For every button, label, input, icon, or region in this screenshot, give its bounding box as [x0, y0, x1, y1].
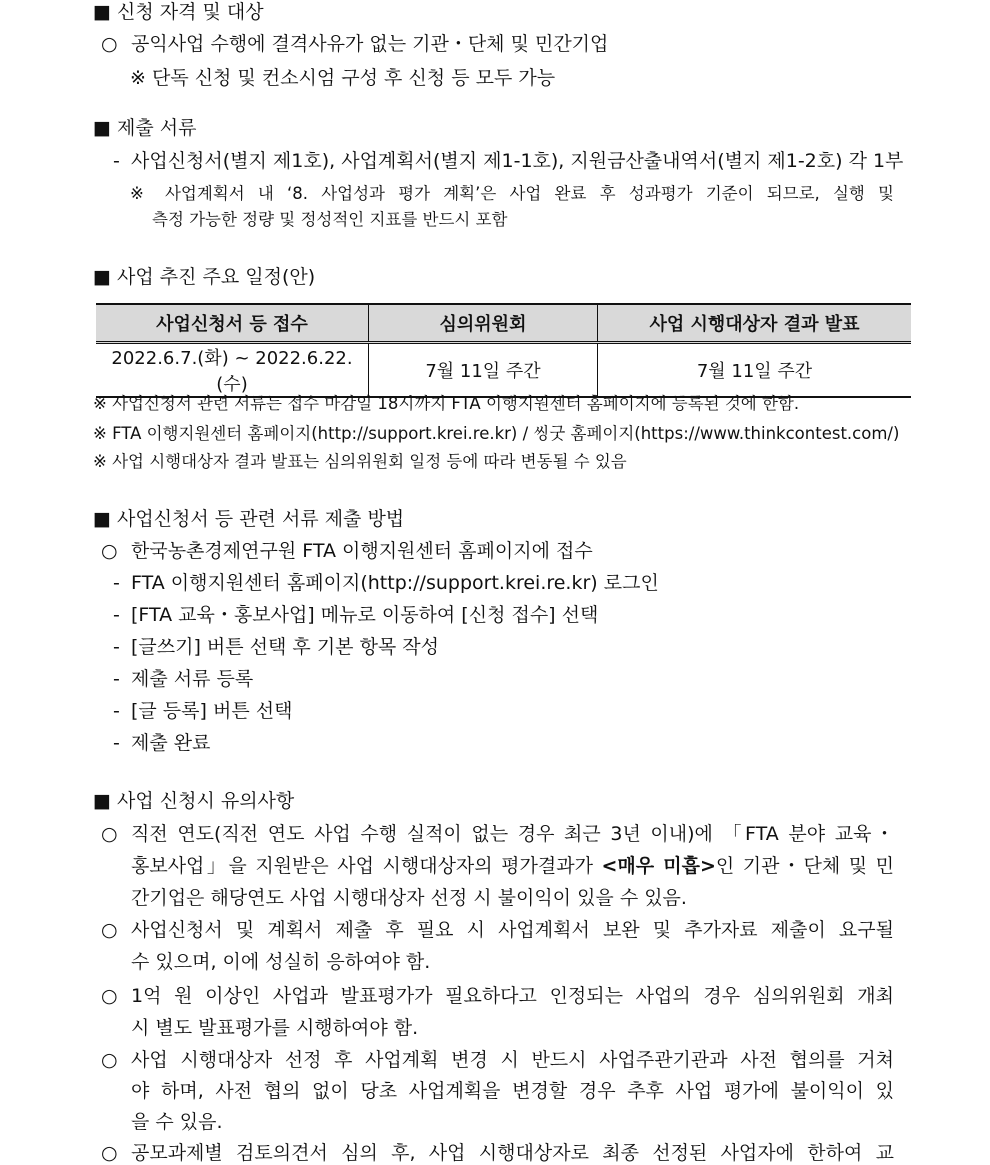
- submission-step: [113, 571, 659, 595]
- dash-bullet: -: [113, 636, 120, 658]
- caution-3-line-2: 시 별도 발표평가를 시행하여야 함.: [131, 1017, 419, 1039]
- submission-step: [113, 635, 439, 659]
- caution-1-text: 홍보사업」을 지원받은 사업 시행대상자의 평가결과가: [131, 855, 602, 877]
- eligibility-item-text: 공익사업 수행에 결격사유가 없는 기관・단체 및 민간기업: [131, 33, 609, 55]
- dash-bullet: -: [113, 668, 120, 690]
- submission-step: [113, 603, 598, 627]
- submission-step-text: FTA 이행지원센터 홈페이지(http://support.krei.re.kr) 로그인: [131, 572, 659, 594]
- caution-bullet: ○: [101, 823, 118, 845]
- caution-4-line-1: 사업 시행대상자 선정 후 사업계획 변경 시 반드시 사업주관기관과 사전 협의를 거쳐: [131, 1049, 894, 1071]
- submission-step: [113, 731, 210, 755]
- dash-bullet: -: [113, 572, 120, 594]
- caution-1-line-2: [131, 854, 894, 878]
- eligibility-item: [101, 32, 608, 56]
- submission-item: [101, 539, 593, 563]
- caution-bullet: ○: [101, 985, 118, 1007]
- section-title-documents: ■ 제출 서류: [93, 117, 197, 139]
- section-title-cautions: ■ 사업 신청시 유의사항: [93, 790, 295, 812]
- dash-bullet: -: [113, 604, 120, 626]
- caution-1-line-1: 직전 연도(직전 연도 사업 수행 실적이 없는 경우 최근 3년 이내)에 「FTA 분야 교육・: [131, 823, 894, 845]
- caution-2-line-2: 수 있으며, 이에 성실히 응하여야 함.: [131, 951, 431, 973]
- schedule-cell: 7월 11일 주간: [598, 343, 912, 398]
- note-mark: ※: [130, 184, 152, 203]
- documents-note-line-1: [130, 182, 894, 206]
- caution-4-line-2: 야 하며, 사전 협의 없이 당초 사업계획을 변경할 경우 추후 사업 평가에 불이익이 있: [131, 1080, 894, 1102]
- dash-bullet: -: [113, 150, 120, 172]
- section-title-eligibility: ■ 신청 자격 및 대상: [93, 1, 264, 23]
- submission-step-text: 제출 서류 등록: [131, 668, 254, 690]
- schedule-row: [96, 343, 911, 398]
- schedule-note: ※ FTA 이행지원센터 홈페이지(http://support.krei.re.kr) / 씽굿 홈페이지(https://www.thinkcontest.com/): [93, 424, 900, 443]
- documents-item: [113, 149, 903, 173]
- submission-step-text: [글 등록] 버튼 선택: [131, 700, 293, 722]
- submission-step-text: [글쓰기] 버튼 선택 후 기본 항목 작성: [131, 636, 440, 658]
- caution-1-emphasis: <매우 미흡>: [601, 855, 716, 877]
- schedule-table: [96, 303, 911, 398]
- eligibility-note: ※ 단독 신청 및 컨소시엄 구성 후 신청 등 모두 가능: [130, 67, 556, 89]
- section-title-schedule: ■ 사업 추진 주요 일정(안): [93, 266, 316, 288]
- dash-bullet: -: [113, 732, 120, 754]
- submission-step-text: [FTA 교육・홍보사업] 메뉴로 이동하여 [신청 접수] 선택: [131, 604, 599, 626]
- caution-4-line-3: 을 수 있음.: [131, 1111, 223, 1133]
- schedule-cell: 2022.6.7.(화) ~ 2022.6.22.(수): [96, 343, 369, 398]
- submission-item-text: 한국농촌경제연구원 FTA 이행지원센터 홈페이지에 접수: [131, 540, 593, 562]
- schedule-header-row: [96, 304, 911, 343]
- submission-step: [113, 667, 253, 691]
- documents-note-line-2: 측정 가능한 정량 및 정성적인 지표를 반드시 포함: [152, 210, 508, 229]
- schedule-header-cell: 사업신청서 등 접수: [96, 304, 369, 343]
- caution-bullet: ○: [101, 1142, 118, 1164]
- documents-note-text-1: 사업계획서 내 ‘8. 사업성과 평가 계획’은 사업 완료 후 성과평가 기준이 되므로, 실행 및: [164, 184, 894, 203]
- section-title-submission: ■ 사업신청서 등 관련 서류 제출 방법: [93, 508, 405, 530]
- caution-1-text: 인 기관・단체 및 민: [715, 855, 894, 877]
- schedule-header-cell: 심의위원회: [369, 304, 598, 343]
- caution-bullet: ○: [101, 919, 118, 941]
- circle-bullet: ○: [101, 33, 118, 55]
- schedule-header-cell: 사업 시행대상자 결과 발표: [598, 304, 912, 343]
- circle-bullet: ○: [101, 540, 118, 562]
- dash-bullet: -: [113, 700, 120, 722]
- caution-1-line-3: 간기업은 해당연도 사업 시행대상자 선정 시 불이익이 있을 수 있음.: [131, 887, 687, 909]
- schedule-note: ※ 사업신청서 관련 서류는 접수 마감일 18시까지 FTA 이행지원센터 홈페이지에 등록된 것에 한함.: [93, 394, 800, 413]
- schedule-note: ※ 사업 시행대상자 결과 발표는 심의위원회 일정 등에 따라 변동될 수 있음: [93, 452, 627, 471]
- submission-step: [113, 699, 292, 723]
- caution-5-line-1: 공모과제별 검토의견서 심의 후, 사업 시행대상자로 최종 선정된 사업자에 한하여 교: [131, 1142, 894, 1164]
- caution-3-line-1: 1억 원 이상인 사업과 발표평가가 필요하다고 인정되는 사업의 경우 심의위원회 개최: [131, 985, 894, 1007]
- documents-item-text: 사업신청서(별지 제1호), 사업계획서(별지 제1-1호), 지원금산출내역서(별지 제1-2호) 각 1부: [131, 150, 904, 172]
- schedule-cell: 7월 11일 주간: [369, 343, 598, 398]
- caution-2-line-1: 사업신청서 및 계획서 제출 후 필요 시 사업계획서 보완 및 추가자료 제출이 요구될: [131, 919, 894, 941]
- caution-bullet: ○: [101, 1049, 118, 1071]
- submission-step-text: 제출 완료: [131, 732, 211, 754]
